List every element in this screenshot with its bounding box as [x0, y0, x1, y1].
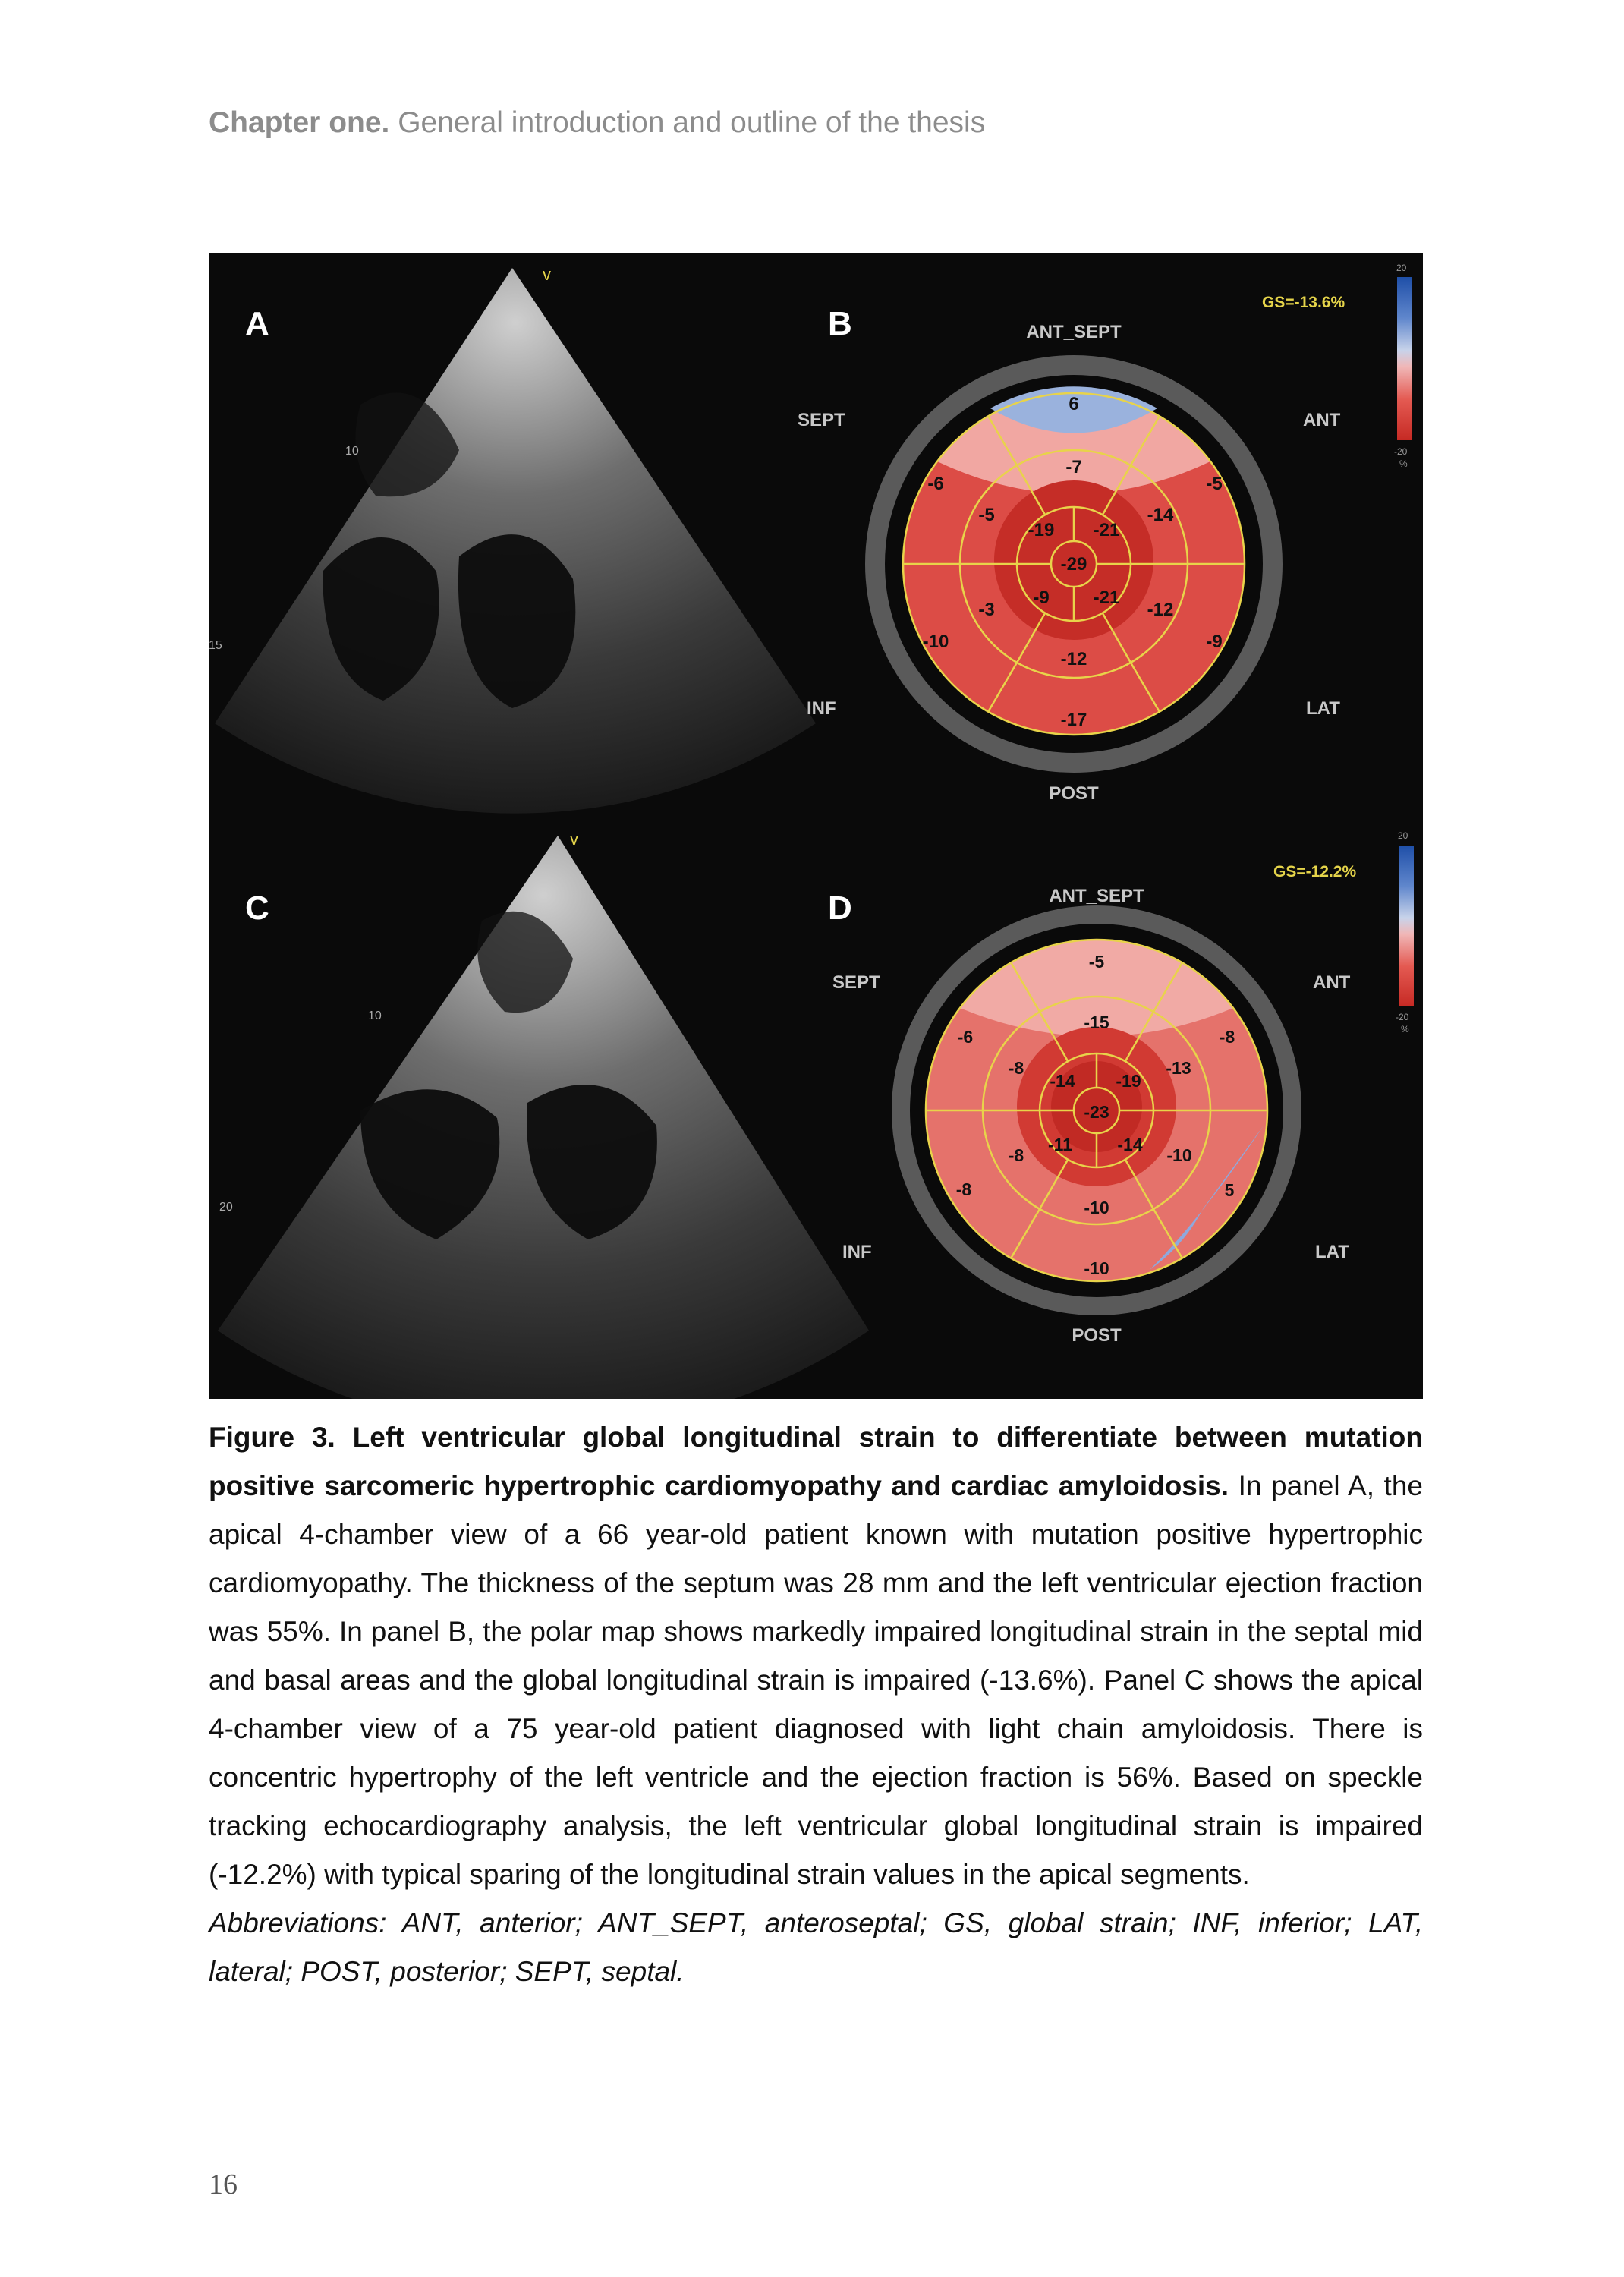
depth-mark-a-1: 10	[345, 445, 359, 458]
seg-d-mid-post: -10	[1084, 1198, 1109, 1217]
panel-b	[798, 263, 1412, 804]
orient-d-lower-right: LAT	[1315, 1242, 1349, 1262]
depth-mark-a-2: 15	[209, 639, 222, 652]
depth-mark-c-2: 20	[219, 1201, 233, 1214]
seg-b-basal-lat: -9	[1206, 631, 1223, 652]
panel-label-d: D	[828, 890, 852, 927]
scale-unit-d: %	[1401, 1024, 1409, 1035]
orient-d-upper-right: ANT	[1313, 972, 1351, 993]
orient-d-bottom: POST	[1072, 1325, 1122, 1346]
seg-d-apical-sept: -14	[1050, 1071, 1075, 1091]
seg-b-mid-post: -12	[1060, 649, 1087, 669]
orient-d-lower-left: INF	[842, 1242, 872, 1262]
orient-b-bottom: POST	[1049, 783, 1099, 804]
gs-label-b: GS=-13.6%	[1262, 294, 1345, 311]
seg-d-apical-inf: -11	[1048, 1135, 1072, 1154]
seg-b-basal-post: -17	[1060, 710, 1087, 730]
seg-d-mid-sept: -8	[1008, 1058, 1024, 1078]
orient-b-upper-right: ANT	[1303, 410, 1341, 430]
color-scale-b	[1397, 277, 1412, 440]
orient-d-upper-left: SEPT	[832, 972, 880, 993]
seg-b-mid-lat: -12	[1147, 600, 1174, 620]
panel-label-c: C	[245, 890, 269, 927]
seg-d-basal-sept: -6	[957, 1027, 974, 1047]
seg-d-mid-ant: -13	[1166, 1058, 1191, 1078]
page-number: 16	[209, 2168, 238, 2200]
orient-d-top: ANT_SEPT	[1049, 886, 1144, 906]
seg-d-mid-ant-sept: -15	[1084, 1013, 1109, 1032]
seg-b-mid-sept: -5	[978, 505, 995, 525]
scale-unit-b: %	[1399, 458, 1408, 469]
seg-b-apical-lat: -21	[1093, 587, 1120, 608]
scale-top-d: 20	[1398, 830, 1408, 841]
orient-b-top: ANT_SEPT	[1026, 322, 1122, 342]
seg-b-mid-ant: -14	[1147, 505, 1174, 525]
seg-d-basal-ant: -8	[1219, 1027, 1235, 1047]
orient-b-lower-right: LAT	[1306, 698, 1340, 719]
seg-b-basal-ant: -5	[1206, 474, 1223, 494]
seg-d-mid-inf: -8	[1008, 1145, 1024, 1165]
seg-b-mid-inf: -3	[978, 600, 995, 620]
seg-d-basal-post: -10	[1084, 1258, 1109, 1278]
running-header	[209, 106, 985, 140]
orient-b-upper-left: SEPT	[798, 410, 845, 430]
panel-d	[828, 830, 1414, 1346]
panel-label-b: B	[828, 305, 852, 342]
caption-abbreviations: Abbreviations: ANT, anterior; ANT_SEPT, anteroseptal; GS, global strain; INF, inferior; LAT, lateral; POST, posterior; SEPT, septal.	[209, 1907, 1423, 1987]
seg-b-apex: -29	[1060, 554, 1087, 575]
seg-b-apical-sept: -19	[1028, 520, 1055, 540]
orient-b-lower-left: INF	[807, 698, 836, 719]
caption-body: In panel A, the apical 4-chamber view of a 66 year-old patient known with mutation positive hypertrophic cardiomyopathy. The thickness of the septum was 28 mm and the left ventricular ejection fraction was 55%. In panel B, the polar map shows markedly impaired longitudinal strain in the septal mid and basal areas and the global longitudinal strain is impaired (-13.6%). Panel C shows the apical 4-chamber view of a 75 year-old patient diagnosed with light chain amyloidosis. There is concentric hypertrophy of the left ventricle and the ejection fraction is 56%. Based on speckle tracking echocardiography analysis, the left ventricular global longitudinal strain is impaired (-12.2%) with typical sparing of the longitudinal strain values in the apical segments.	[209, 1470, 1423, 1890]
figure-caption	[209, 1413, 1423, 1996]
gs-label-d: GS=-12.2%	[1273, 863, 1357, 880]
seg-b-basal-ant-sept: 6	[1069, 394, 1079, 414]
panel-a	[209, 265, 816, 814]
scale-top-b: 20	[1396, 263, 1407, 273]
seg-d-basal-ant-sept: -5	[1088, 952, 1105, 972]
seg-b-basal-sept: -6	[927, 474, 944, 494]
caption-paragraph	[209, 1413, 1423, 1899]
probe-marker-a: v	[543, 265, 551, 284]
seg-b-basal-inf: -10	[922, 631, 949, 652]
seg-d-apical-lat: -14	[1117, 1135, 1143, 1154]
panel-label-a: A	[245, 305, 269, 342]
figure-3	[209, 253, 1423, 1399]
figure-canvas	[209, 253, 1423, 1399]
panel-c	[218, 830, 869, 1399]
caption-abbreviations-paragraph	[209, 1899, 1423, 1996]
caption-figure-label: Figure 3. Left ventricular global longitudinal strain to differentiate between mutation positive sarcomeric hypertrophic cardiomyopathy and cardiac amyloidosis.	[209, 1422, 1423, 1501]
chapter-label: Chapter one.	[209, 106, 390, 139]
seg-d-basal-lat: 5	[1224, 1180, 1235, 1200]
seg-d-mid-lat: -10	[1166, 1145, 1192, 1165]
probe-marker-c: v	[570, 830, 578, 849]
seg-d-apex: -23	[1084, 1102, 1109, 1122]
color-scale-d	[1399, 846, 1414, 1006]
seg-b-mid-ant-sept: -7	[1065, 457, 1082, 477]
chapter-title: General introduction and outline of the thesis	[398, 106, 986, 139]
seg-b-apical-ant: -21	[1093, 520, 1120, 540]
seg-b-apical-inf: -9	[1033, 587, 1050, 608]
scale-bottom-b: -20	[1394, 446, 1408, 457]
seg-d-apical-ant: -19	[1116, 1071, 1141, 1091]
depth-mark-c-1: 10	[368, 1009, 382, 1022]
scale-bottom-d: -20	[1396, 1012, 1409, 1022]
seg-d-basal-inf: -8	[955, 1179, 972, 1199]
